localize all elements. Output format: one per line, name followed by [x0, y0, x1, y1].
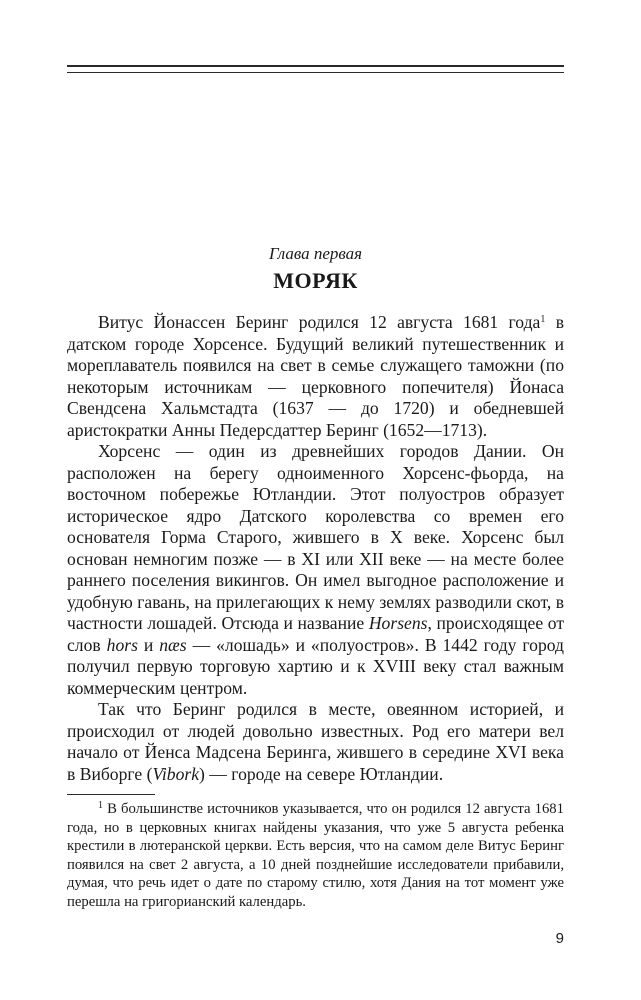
page-number: 9	[555, 930, 564, 947]
footnote-text: В большинстве источников указывается, что он родился 12 августа 1681 года, но в церковных книгах найдены указания, что уже 5 августа ребенка крестили в лютеранской церкви. Есть версия, что на самом деле Витус Беринг появился на свет 2 августа, а 10 дней позднейшие исследователи прибавили, думая, что речь идет о дате по старому стилю, хотя Дания на тот момент уже перешла на григорианский календарь.	[67, 801, 564, 910]
footnote-ref[interactable]: 1	[540, 314, 546, 325]
footnote-divider	[67, 794, 155, 795]
body-text	[67, 312, 564, 785]
term-vibork: Vibork	[152, 763, 200, 784]
paragraph-3-text-b: ) — городе на севере Ютландии.	[199, 763, 444, 784]
term-horsens: Horsens	[368, 613, 428, 633]
term-hors: hors	[106, 634, 138, 655]
paragraph-2	[67, 441, 564, 699]
paragraph-2-text-a: Хорсенс — один из древнейших городов Дании. Он расположен на берегу одноименного Хорсенс-фьорда, на восточном побережье Ютландии. Этот полуостров образует историческое ядро Датского королевства со времен его основателя Горма Старого, жившего в X веке. Хорсенс был основан немногим позже — в XI или XII веке — на месте более раннего поселения викингов. Он имел выгодное расположение и удобную гавань, на прилегающих к нему землях разводили скот, в частности лошадей. Отсюда и название	[67, 441, 564, 633]
paragraph-1	[67, 312, 564, 441]
paragraph-2-text-d: — «лошадь» и «полуостров». В 1442 году город получил первую торговую хартию и к XVIII веку стал важным коммерческим центром.	[67, 634, 565, 698]
paragraph-2-text-c: и	[137, 634, 160, 655]
header-rule-top	[67, 65, 564, 67]
paragraph-1-text-a: Витус Йонассен Беринг родился 12 августа 1681 года	[98, 312, 541, 332]
footnote	[67, 800, 564, 912]
header-rule-bottom	[67, 72, 564, 73]
chapter-title: МОРЯК	[273, 268, 358, 293]
paragraph-2-text-b: , происходящее от слов	[67, 613, 565, 655]
paragraph-3	[67, 699, 564, 785]
paragraph-3-text-a: Так что Беринг родился в месте, овеянном историей, и происходил от людей довольно известных. Род его матери вел начало от Йенса Мадсена Беринга, жившего в середине XVI века в Виборге (	[67, 699, 564, 784]
footnote-mark: 1	[98, 800, 103, 811]
term-naes: næs	[159, 634, 187, 655]
paragraph-1-text-b: в датском городе Хорсенсе. Будущий великий путешественник и мореплаватель появился на свет в семье служащего таможни (по некоторым источникам — церковного попечителя) Йонаса Свендсена Хальмстадта (1637 — до 1720) и обедневшей аристократки Анны Педерсдаттер Беринг (1652—1713).	[67, 312, 564, 440]
chapter-label: Глава первая	[268, 244, 363, 263]
